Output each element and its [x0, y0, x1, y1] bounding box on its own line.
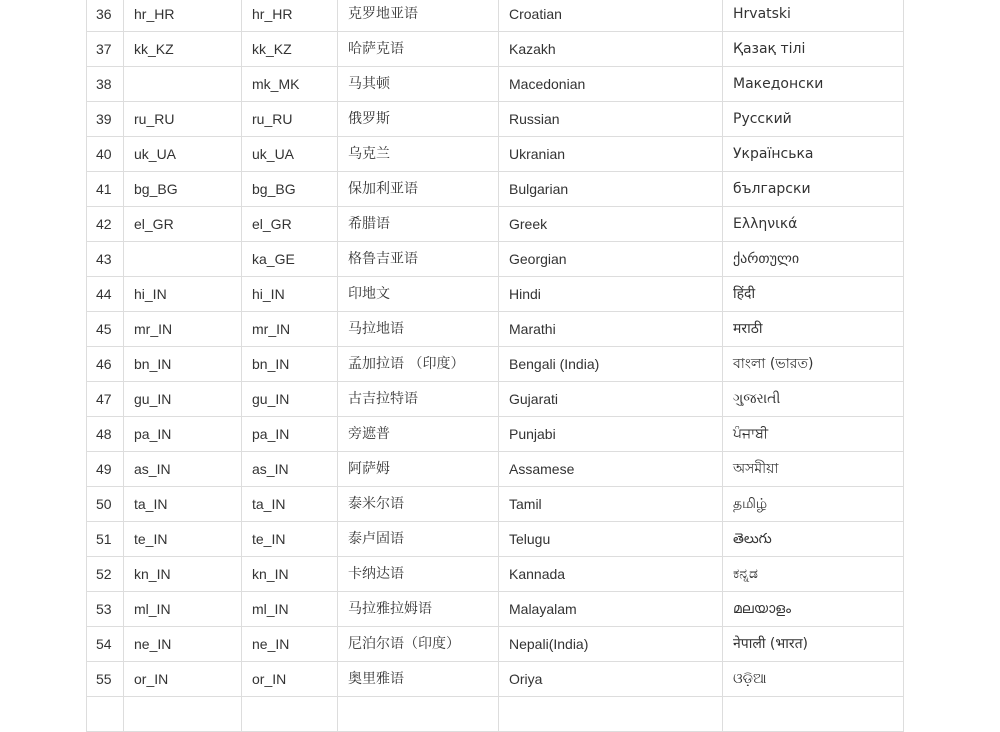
locale-code-alt-cell: ne_IN	[242, 627, 338, 662]
chinese-name-cell: 马其顿	[338, 67, 499, 102]
native-name-cell: മലയാളം	[723, 592, 904, 627]
locale-code-cell: gu_IN	[124, 382, 242, 417]
chinese-name-cell	[338, 697, 499, 732]
native-name-cell: Українська	[723, 137, 904, 172]
table-row	[87, 172, 904, 207]
table-row	[87, 557, 904, 592]
chinese-name-cell: 泰米尔语	[338, 487, 499, 522]
locale-code-cell: or_IN	[124, 662, 242, 697]
english-name-cell: Kannada	[499, 557, 723, 592]
locale-code-alt-cell: uk_UA	[242, 137, 338, 172]
locale-code-alt-cell: kk_KZ	[242, 32, 338, 67]
english-name-cell: Telugu	[499, 522, 723, 557]
locale-code-alt-cell: ka_GE	[242, 242, 338, 277]
locale-code-alt-cell: el_GR	[242, 207, 338, 242]
locale-code-alt-cell	[242, 697, 338, 732]
row-number-cell	[87, 697, 124, 732]
english-name-cell: Georgian	[499, 242, 723, 277]
native-name-cell: বাংলা (ভারত)	[723, 347, 904, 382]
table-row	[87, 207, 904, 242]
table-row	[87, 382, 904, 417]
locale-code-cell: uk_UA	[124, 137, 242, 172]
english-name-cell: Bengali (India)	[499, 347, 723, 382]
english-name-cell: Gujarati	[499, 382, 723, 417]
locale-code-alt-cell: bn_IN	[242, 347, 338, 382]
table-row	[87, 32, 904, 67]
chinese-name-cell: 保加利亚语	[338, 172, 499, 207]
chinese-name-cell: 古吉拉特语	[338, 382, 499, 417]
chinese-name-cell: 格鲁吉亚语	[338, 242, 499, 277]
locale-code-alt-cell: pa_IN	[242, 417, 338, 452]
english-name-cell: Nepali(India)	[499, 627, 723, 662]
native-name-cell: ქართული	[723, 242, 904, 277]
row-number-cell: 38	[87, 67, 124, 102]
locale-code-alt-cell: as_IN	[242, 452, 338, 487]
table-row	[87, 522, 904, 557]
chinese-name-cell: 旁遮普	[338, 417, 499, 452]
locale-code-cell: ml_IN	[124, 592, 242, 627]
row-number-cell: 55	[87, 662, 124, 697]
table-row	[87, 697, 904, 732]
locale-code-cell: hr_HR	[124, 0, 242, 32]
locale-code-alt-cell: or_IN	[242, 662, 338, 697]
row-number-cell: 40	[87, 137, 124, 172]
locale-code-cell	[124, 242, 242, 277]
language-table	[86, 0, 904, 732]
row-number-cell: 46	[87, 347, 124, 382]
table-row	[87, 312, 904, 347]
table-row	[87, 242, 904, 277]
chinese-name-cell: 尼泊尔语（印度）	[338, 627, 499, 662]
native-name-cell: Қазақ тілі	[723, 32, 904, 67]
locale-code-alt-cell: mr_IN	[242, 312, 338, 347]
table-row	[87, 417, 904, 452]
locale-code-cell: el_GR	[124, 207, 242, 242]
chinese-name-cell: 泰卢固语	[338, 522, 499, 557]
locale-code-cell: kk_KZ	[124, 32, 242, 67]
native-name-cell: नेपाली (भारत)	[723, 627, 904, 662]
table-row	[87, 487, 904, 522]
chinese-name-cell: 印地文	[338, 277, 499, 312]
english-name-cell: Marathi	[499, 312, 723, 347]
native-name-cell: Ελληνικά	[723, 207, 904, 242]
locale-code-cell: te_IN	[124, 522, 242, 557]
chinese-name-cell: 哈萨克语	[338, 32, 499, 67]
locale-code-cell: bn_IN	[124, 347, 242, 382]
locale-code-cell: as_IN	[124, 452, 242, 487]
native-name-cell: ਪੰਜਾਬੀ	[723, 417, 904, 452]
english-name-cell	[499, 697, 723, 732]
native-name-cell: Русский	[723, 102, 904, 137]
native-name-cell: ଓଡ଼ିଆ	[723, 662, 904, 697]
table-row	[87, 102, 904, 137]
native-name-cell: ಕನ್ನಡ	[723, 557, 904, 592]
locale-code-cell: pa_IN	[124, 417, 242, 452]
locale-code-alt-cell: kn_IN	[242, 557, 338, 592]
native-name-cell	[723, 697, 904, 732]
native-name-cell: български	[723, 172, 904, 207]
locale-code-cell: ta_IN	[124, 487, 242, 522]
table-row	[87, 627, 904, 662]
row-number-cell: 44	[87, 277, 124, 312]
chinese-name-cell: 希腊语	[338, 207, 499, 242]
row-number-cell: 50	[87, 487, 124, 522]
row-number-cell: 47	[87, 382, 124, 417]
locale-code-cell	[124, 67, 242, 102]
english-name-cell: Macedonian	[499, 67, 723, 102]
language-table-container	[86, 0, 903, 732]
table-row	[87, 277, 904, 312]
english-name-cell: Ukranian	[499, 137, 723, 172]
table-row	[87, 0, 904, 32]
english-name-cell: Kazakh	[499, 32, 723, 67]
english-name-cell: Russian	[499, 102, 723, 137]
locale-code-alt-cell: mk_MK	[242, 67, 338, 102]
native-name-cell: తెలుగు	[723, 522, 904, 557]
row-number-cell: 48	[87, 417, 124, 452]
row-number-cell: 42	[87, 207, 124, 242]
row-number-cell: 53	[87, 592, 124, 627]
locale-code-alt-cell: gu_IN	[242, 382, 338, 417]
locale-code-alt-cell: ml_IN	[242, 592, 338, 627]
locale-code-alt-cell: ru_RU	[242, 102, 338, 137]
row-number-cell: 54	[87, 627, 124, 662]
chinese-name-cell: 卡纳达语	[338, 557, 499, 592]
locale-code-cell	[124, 697, 242, 732]
row-number-cell: 52	[87, 557, 124, 592]
english-name-cell: Punjabi	[499, 417, 723, 452]
row-number-cell: 43	[87, 242, 124, 277]
english-name-cell: Assamese	[499, 452, 723, 487]
chinese-name-cell: 孟加拉语 （印度）	[338, 347, 499, 382]
row-number-cell: 45	[87, 312, 124, 347]
english-name-cell: Oriya	[499, 662, 723, 697]
english-name-cell: Malayalam	[499, 592, 723, 627]
table-row	[87, 137, 904, 172]
english-name-cell: Hindi	[499, 277, 723, 312]
locale-code-alt-cell: bg_BG	[242, 172, 338, 207]
locale-code-alt-cell: hr_HR	[242, 0, 338, 32]
chinese-name-cell: 克罗地亚语	[338, 0, 499, 32]
native-name-cell: मराठी	[723, 312, 904, 347]
locale-code-cell: ru_RU	[124, 102, 242, 137]
language-table-body	[87, 0, 904, 732]
chinese-name-cell: 乌克兰	[338, 137, 499, 172]
native-name-cell: ગુજરાતી	[723, 382, 904, 417]
native-name-cell: Hrvatski	[723, 0, 904, 32]
chinese-name-cell: 俄罗斯	[338, 102, 499, 137]
table-row	[87, 452, 904, 487]
table-row	[87, 592, 904, 627]
chinese-name-cell: 阿萨姆	[338, 452, 499, 487]
native-name-cell: Македонски	[723, 67, 904, 102]
english-name-cell: Greek	[499, 207, 723, 242]
row-number-cell: 36	[87, 0, 124, 32]
english-name-cell: Croatian	[499, 0, 723, 32]
row-number-cell: 51	[87, 522, 124, 557]
locale-code-cell: bg_BG	[124, 172, 242, 207]
native-name-cell: हिंदी	[723, 277, 904, 312]
english-name-cell: Bulgarian	[499, 172, 723, 207]
chinese-name-cell: 马拉雅拉姆语	[338, 592, 499, 627]
table-row	[87, 347, 904, 382]
row-number-cell: 39	[87, 102, 124, 137]
locale-code-alt-cell: te_IN	[242, 522, 338, 557]
native-name-cell: தமிழ்	[723, 487, 904, 522]
row-number-cell: 37	[87, 32, 124, 67]
chinese-name-cell: 奥里雅语	[338, 662, 499, 697]
locale-code-cell: ne_IN	[124, 627, 242, 662]
chinese-name-cell: 马拉地语	[338, 312, 499, 347]
table-row	[87, 67, 904, 102]
english-name-cell: Tamil	[499, 487, 723, 522]
row-number-cell: 49	[87, 452, 124, 487]
locale-code-cell: kn_IN	[124, 557, 242, 592]
locale-code-cell: hi_IN	[124, 277, 242, 312]
table-row	[87, 662, 904, 697]
locale-code-alt-cell: ta_IN	[242, 487, 338, 522]
locale-code-alt-cell: hi_IN	[242, 277, 338, 312]
locale-code-cell: mr_IN	[124, 312, 242, 347]
native-name-cell: অসমীয়া	[723, 452, 904, 487]
row-number-cell: 41	[87, 172, 124, 207]
